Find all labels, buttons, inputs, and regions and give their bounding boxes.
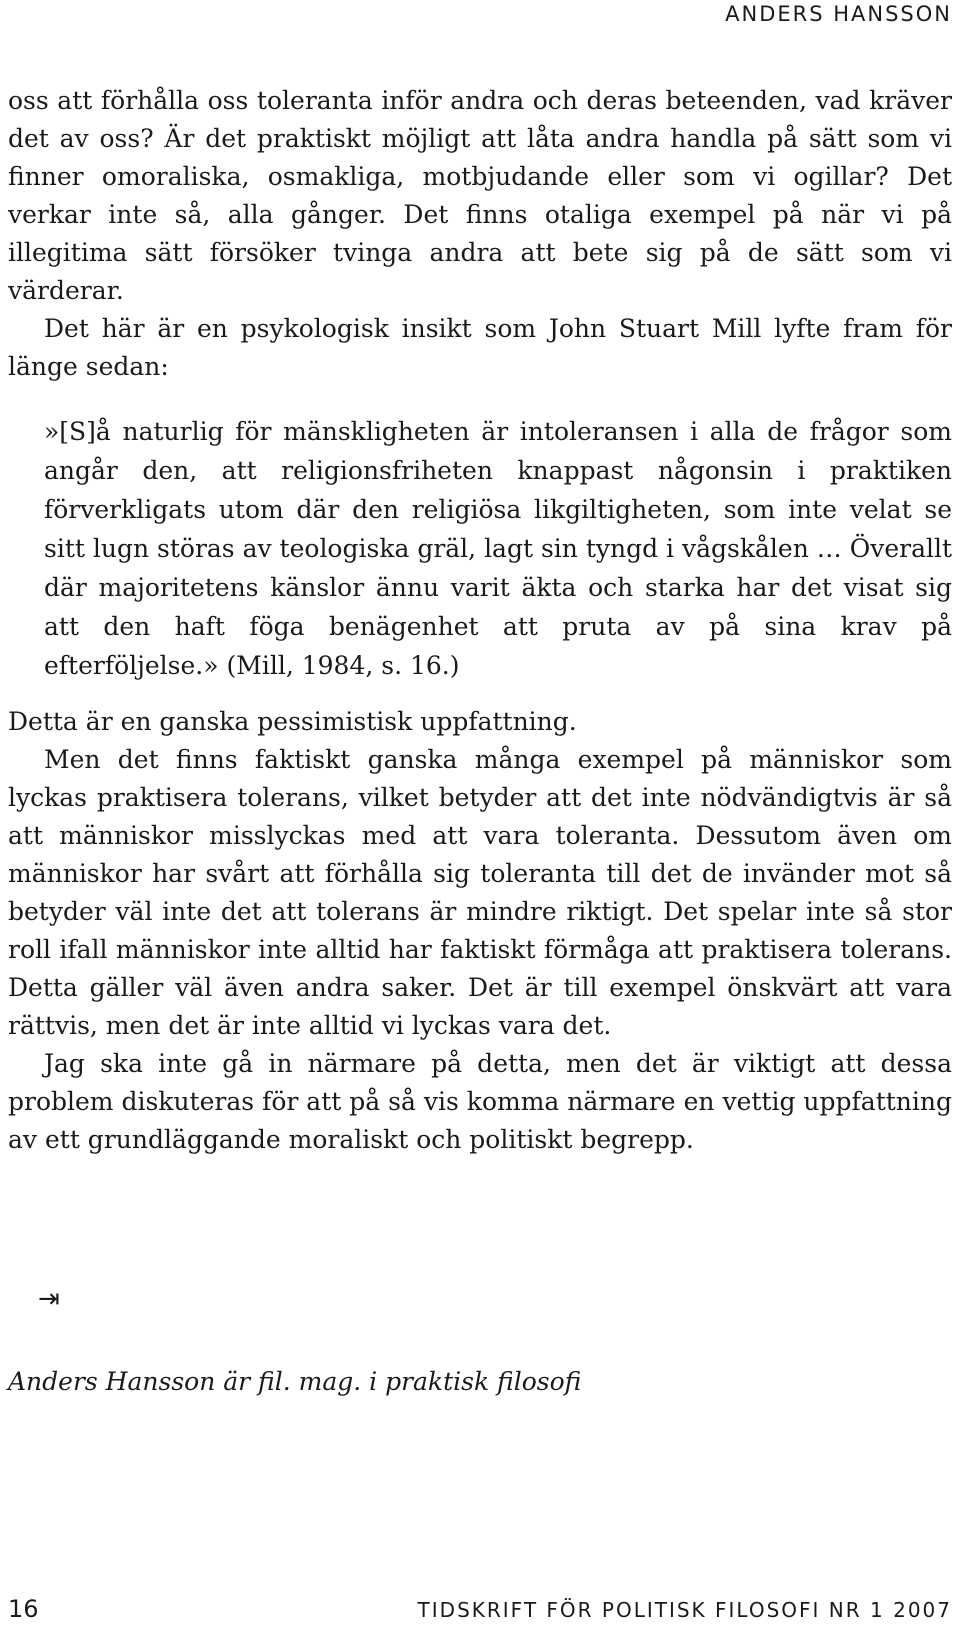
article-body xyxy=(8,82,952,1159)
paragraph: Jag ska inte gå in närmare på detta, men det är viktigt att dessa problem diskuteras för att på så vis komma närmare en vettig uppfattning av ett grundläggande moraliskt och politiskt begrepp. xyxy=(8,1049,952,1154)
page-number: 16 xyxy=(8,1595,39,1623)
paragraph: oss att förhålla oss toleranta inför andra och deras beteenden, vad kräver det av oss? Är det praktiskt möjligt att låta andra handla på sätt som vi finner omoraliska, osmakliga, motbjudande eller som vi ogillar? Det verkar inte så, alla gånger. Det finns otaliga exempel på när vi på illegitima sätt försöker tvinga andra att bete sig på de sätt som vi värderar. xyxy=(8,86,952,305)
journal-footer: TIDSKRIFT FÖR POLITISK FILOSOFI NR 1 2007 xyxy=(417,1598,952,1622)
end-of-article-icon: ⇥ xyxy=(38,1284,60,1314)
paragraph: Detta är en ganska pessimistisk uppfattning. xyxy=(8,707,577,736)
block-quote: »[S]å naturlig för mänskligheten är intoleransen i alla de frågor som angår den, att religionsfriheten knappast någonsin i praktiken förverkligats utom där den religiösa likgiltigheten, som inte velat se sitt lugn störas av teologiska gräl, lagt sin tyngd i vågskålen … Överallt där majoritetens känslor ännu varit äkta och starka har det visat sig att den haft föga benägenhet att pruta av på sina krav på efterföljelse.» (Mill, 1984, s. 16.) xyxy=(44,417,953,680)
paragraph: Men det finns faktiskt ganska många exempel på människor som lyckas praktisera tolerans, vilket betyder att det inte nödvändigtvis är så att människor misslyckas med att vara toleranta. Dessutom även om människor har svårt att förhålla sig toleranta till det de invänder mot så betyder väl inte det att tolerans är mindre riktigt. Det spelar inte så stor roll ifall människor inte alltid har faktiskt förmåga att praktisera tolerans. Detta gäller väl även andra saker. Det är till exempel önskvärt att vara rättvis, men det är inte alltid vi lyckas vara det. xyxy=(8,745,952,1040)
paragraph: Det här är en psykologisk insikt som John Stuart Mill lyfte fram för länge sedan: xyxy=(8,314,952,381)
author-byline: Anders Hansson är fil. mag. i praktisk filosofi xyxy=(8,1367,582,1396)
running-head: ANDERS HANSSON xyxy=(725,2,952,26)
